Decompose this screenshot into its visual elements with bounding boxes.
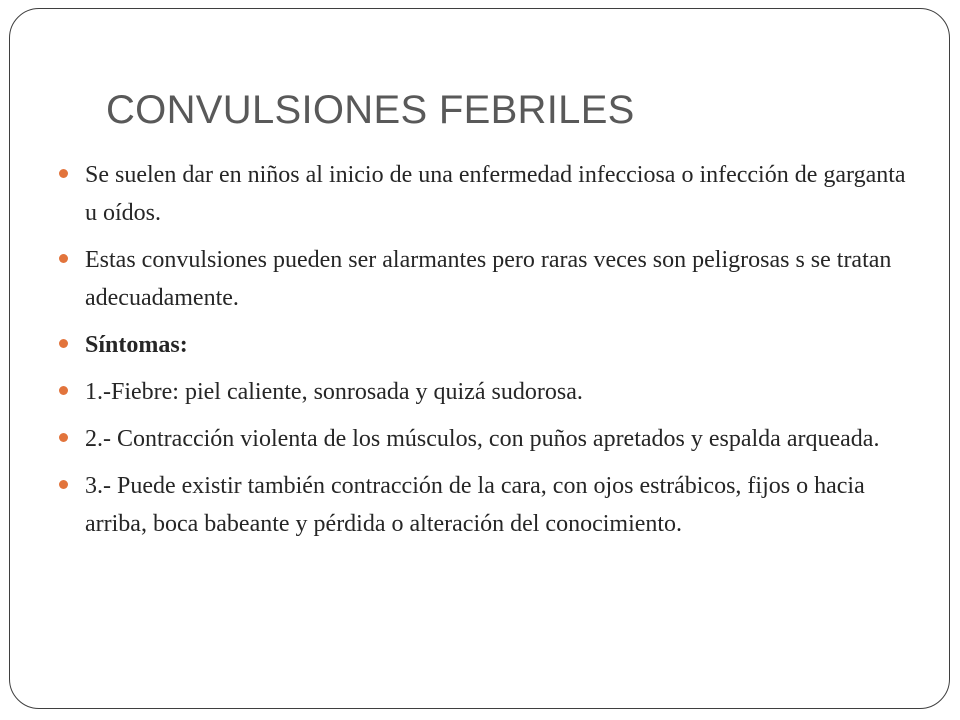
slide-title: CONVULSIONES FEBRILES [106, 88, 635, 132]
bullet-item [58, 156, 918, 232]
bullet-item [58, 467, 918, 543]
bullet-dot-icon [59, 339, 68, 348]
bullet-dot-icon [59, 480, 68, 489]
bullet-item [58, 420, 918, 458]
bullet-dot-icon [59, 386, 68, 395]
bullet-heading-text: Síntomas: [85, 332, 188, 358]
bullet-text: 1.-Fiebre: piel caliente, sonrosada y quizá sudorosa. [85, 379, 583, 405]
bullet-item [58, 326, 918, 364]
bullet-item [58, 241, 918, 317]
bullet-dot-icon [59, 433, 68, 442]
bullet-text: 2.- Contracción violenta de los músculos, con puños apretados y espalda arqueada. [85, 426, 880, 452]
bullet-item [58, 373, 918, 411]
bullet-dot-icon [59, 169, 68, 178]
bullet-text: Se suelen dar en niños al inicio de una enfermedad infecciosa o infección de garganta u oídos. [85, 162, 906, 226]
bullet-text: 3.- Puede existir también contracción de la cara, con ojos estrábicos, fijos o hacia arriba, boca babeante y pérdida o alteración del conocimiento. [85, 473, 865, 537]
bullet-text: Estas convulsiones pueden ser alarmantes pero raras veces son peligrosas s se tratan adecuadamente. [85, 247, 892, 311]
bullet-dot-icon [59, 254, 68, 263]
bullet-list [58, 156, 918, 552]
